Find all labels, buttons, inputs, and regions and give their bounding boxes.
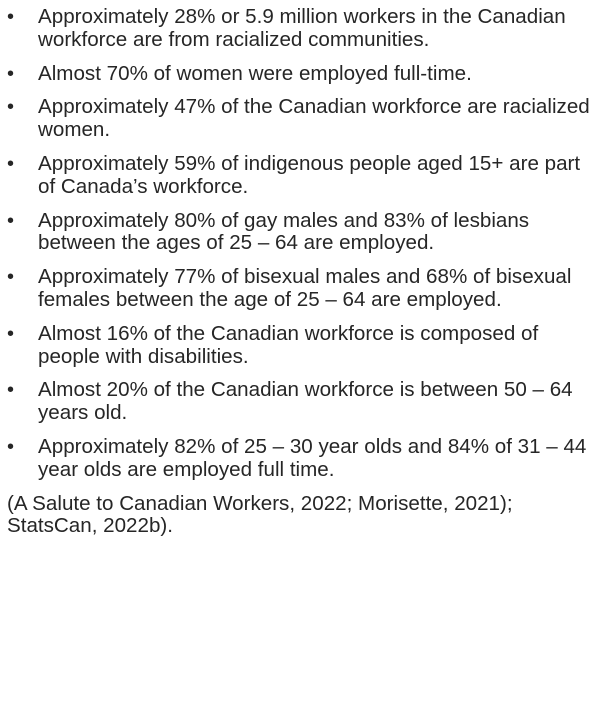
bullet-item-age-25-44: [0, 436, 598, 482]
bullet-item-bisexual: [0, 266, 598, 312]
bullet-text: Approximately 28% or 5.9 million workers in the Canadian workforce are from racialized communities.: [38, 5, 566, 51]
bullet-icon: •: [7, 209, 15, 232]
bullet-text: Approximately 59% of indigenous people aged 15+ are part of Canada’s workforce.: [38, 151, 581, 198]
citation-text: (A Salute to Canadian Workers, 2022; Morisette, 2021); StatsCan, 2022b).: [7, 491, 513, 538]
bullet-item-gay-lesbian: [0, 210, 598, 256]
bullet-text: Almost 20% of the Canadian workforce is between 50 – 64 years old.: [38, 378, 573, 425]
bullet-icon: •: [7, 322, 15, 345]
bullet-text: Almost 16% of the Canadian workforce is composed of people with disabilities.: [38, 321, 539, 368]
bullet-icon: •: [7, 62, 15, 85]
bullet-icon: •: [7, 379, 15, 402]
bullet-text: Approximately 77% of bisexual males and 68% of bisexual females between the age of 25 – 64 are employed.: [38, 265, 572, 311]
bullet-item-racialized-workers: [0, 6, 598, 52]
bullet-item-women-full-time: [0, 63, 598, 86]
bullet-text: Almost 70% of women were employed full-time.: [38, 61, 472, 85]
bullet-icon: •: [7, 6, 15, 28]
bullet-item-disabilities: [0, 323, 598, 369]
bullet-text: Approximately 80% of gay males and 83% of lesbians between the ages of 25 – 64 are employed.: [38, 208, 530, 255]
bullet-item-age-50-64: [0, 379, 598, 425]
bullet-text: Approximately 82% of 25 – 30 year olds and 84% of 31 – 44 year olds are employed full time.: [38, 434, 587, 481]
bullet-icon: •: [7, 435, 15, 458]
bullet-icon: •: [7, 152, 15, 175]
bullet-text: Approximately 47% of the Canadian workforce are racialized women.: [38, 95, 590, 142]
bullet-item-racialized-women: [0, 96, 598, 142]
bullet-icon: •: [7, 96, 15, 119]
bullet-icon: •: [7, 266, 15, 289]
bullet-item-indigenous-people: [0, 153, 598, 199]
statistics-bullet-list: [0, 6, 598, 482]
